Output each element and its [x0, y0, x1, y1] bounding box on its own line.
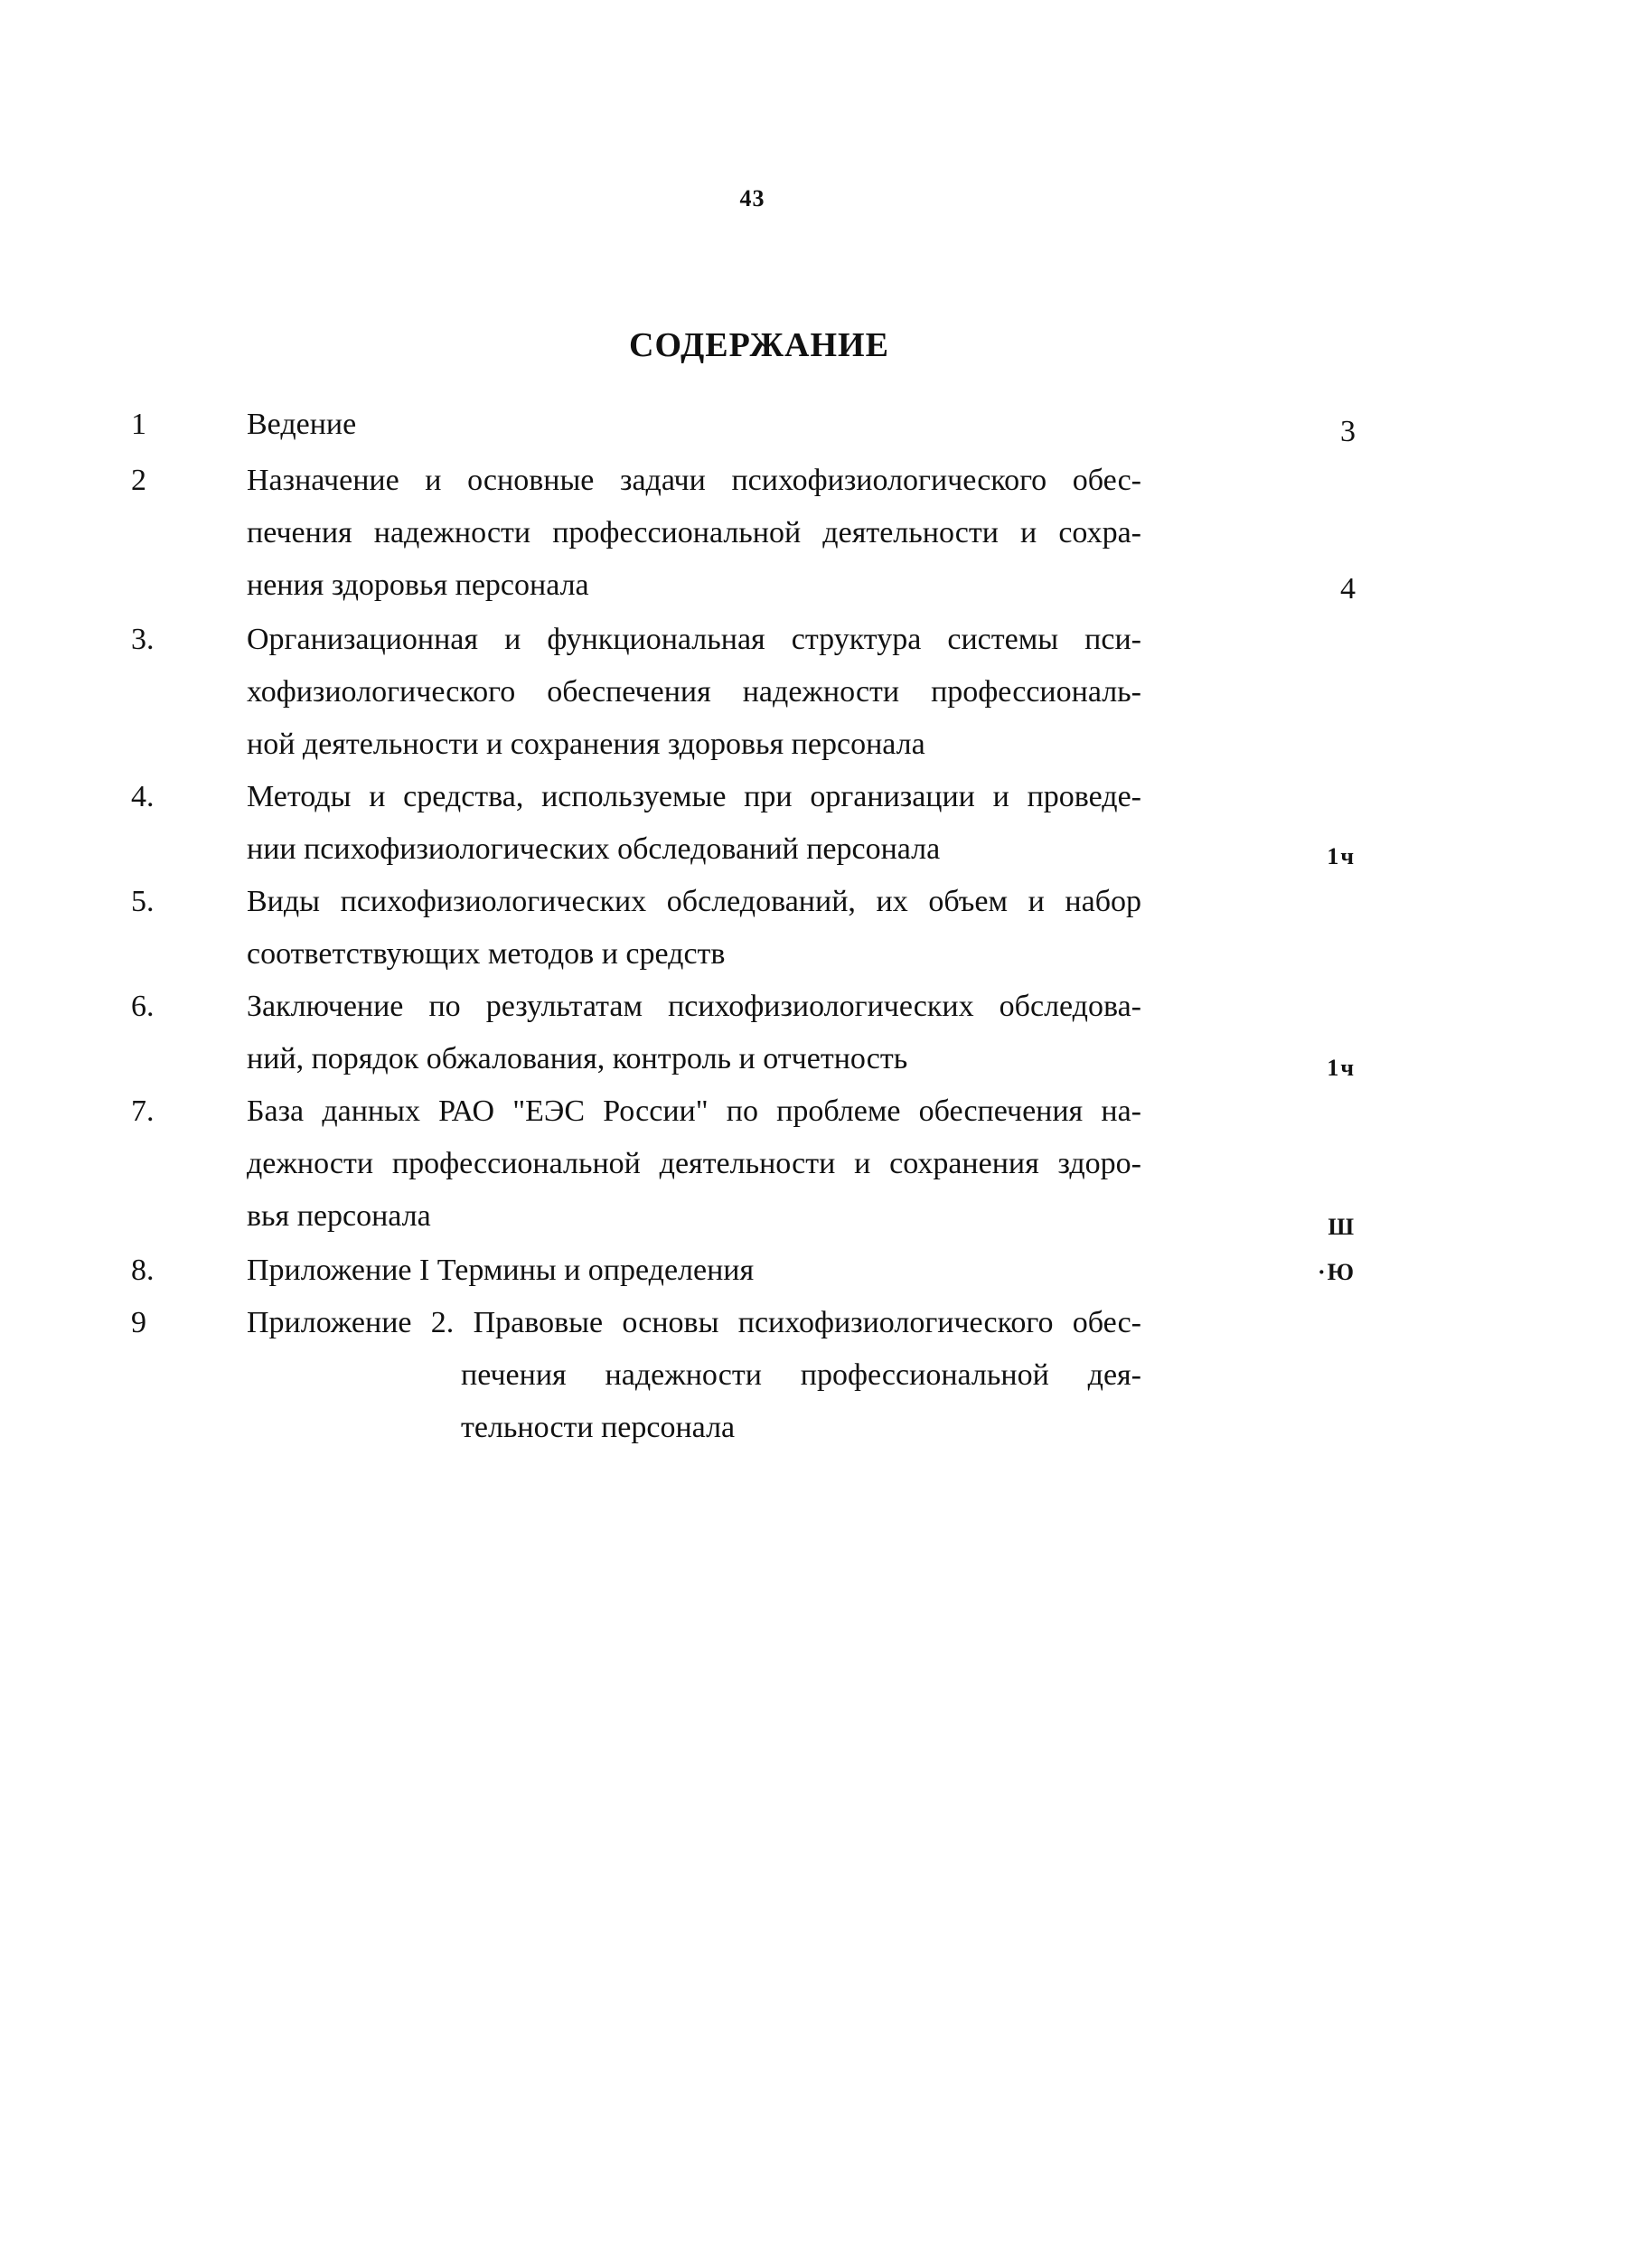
- toc-entry-number: 9: [131, 1306, 146, 1339]
- toc-entry-number: 4.: [131, 780, 155, 813]
- toc-entry-page: 1ч: [1327, 1055, 1356, 1081]
- toc-entry-text: [247, 1297, 1141, 1349]
- toc-entry-page: 1ч: [1327, 843, 1356, 869]
- toc-entry-line: Заключение по результатам психофизиологических обследова-: [247, 990, 1141, 1023]
- toc-entry-line: Назначение и основные задачи психофизиологического обес-: [247, 464, 1141, 497]
- toc-entry-text: [247, 1085, 1141, 1243]
- toc-entry-line: соответствующих методов и средств: [247, 937, 726, 971]
- toc-entry-line: вья персонала: [247, 1199, 431, 1233]
- toc-entry-number: 7.: [131, 1094, 155, 1128]
- page-number: 43: [739, 185, 765, 211]
- toc-entry-page: 3: [1340, 415, 1356, 448]
- toc-entry-text: [247, 614, 1141, 771]
- toc-entry-text: Приложение I Термины и определения: [247, 1254, 755, 1287]
- toc-entry-line: ний, порядок обжалования, контроль и отчетность: [247, 1042, 908, 1075]
- toc-entry-line: печения надежности профессиональной дея-: [461, 1358, 1141, 1392]
- toc-entry-line: нии психофизиологических обследований персонала: [247, 832, 941, 866]
- toc-entry-line: хофизиологического обеспечения надежности профессиональ-: [247, 675, 1141, 709]
- toc-entry-page: ·Ю: [1318, 1259, 1356, 1285]
- toc-entry-text: Ведение: [247, 408, 357, 441]
- toc-entry-text: [247, 771, 1141, 876]
- toc-entry-line: Методы и средства, используемые при организации и проведе-: [247, 780, 1141, 813]
- toc-title: СОДЕРЖАНИЕ: [629, 326, 889, 364]
- toc-entry-line: Виды психофизиологических обследований, их объем и набор: [247, 885, 1141, 918]
- toc-entry-line: ной деятельности и сохранения здоровья персонала: [247, 728, 925, 761]
- toc-entry-line: тельности персонала: [461, 1411, 736, 1444]
- toc-entry-text: [247, 981, 1141, 1085]
- toc-entry-number: 3.: [131, 623, 155, 656]
- toc-entry-page: 4: [1340, 572, 1356, 606]
- toc-entry-number: 5.: [131, 885, 155, 918]
- toc-entry-number: 6.: [131, 990, 155, 1023]
- toc-entry-number: 8.: [131, 1254, 155, 1287]
- toc-entry-line: нения здоровья персонала: [247, 568, 589, 602]
- toc-entry-line: База данных РАО "ЕЭС России" по проблеме обеспечения на-: [247, 1094, 1141, 1128]
- toc-entry-line: Организационная и функциональная структура системы пси-: [247, 623, 1141, 656]
- toc-entry-line: печения надежности профессиональной деятельности и сохра-: [247, 516, 1141, 549]
- toc-entry-text: [247, 455, 1141, 612]
- toc-entry-line: Приложение 2. Правовые основы психофизиологического обес-: [247, 1306, 1141, 1339]
- toc-entry-page: Ш: [1328, 1214, 1356, 1240]
- toc-entry-number: 2: [131, 464, 146, 497]
- toc-entry-text: [247, 876, 1141, 981]
- toc-entry-number: 1: [131, 408, 146, 441]
- toc-entry-line: дежности профессиональной деятельности и сохранения здоро-: [247, 1147, 1141, 1180]
- toc-entry-continuation: [461, 1349, 1141, 1454]
